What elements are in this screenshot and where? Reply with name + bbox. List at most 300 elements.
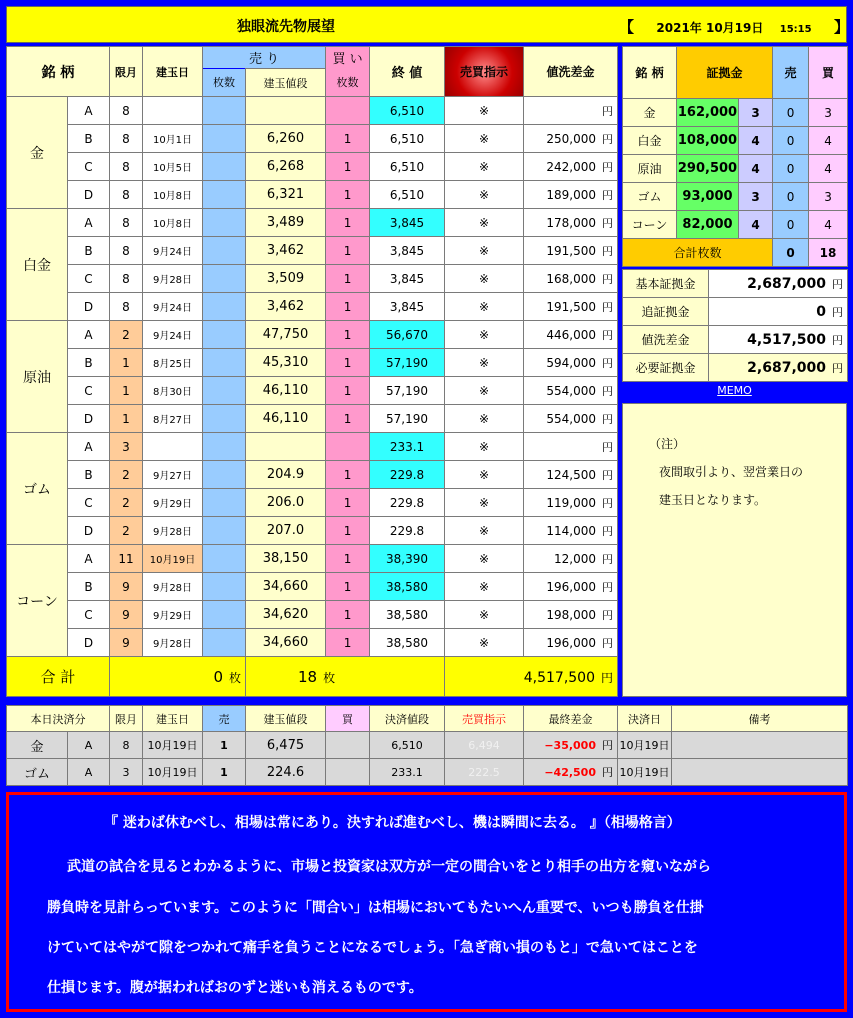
header-sell (203, 47, 326, 69)
proverb-title: 『 迷わば休むべし、相場は常にあり。決すれば進むべし、機は瞬間に去る。 』（相場格言） (104, 815, 681, 831)
margin-lots: 4 (739, 155, 773, 183)
position-row (7, 181, 618, 209)
diff-value: 168,000 (546, 271, 597, 286)
entry-price: 34,660 (246, 573, 326, 601)
summary-value: 2,687,000 (747, 359, 826, 376)
buy-count: 1 (326, 405, 370, 433)
entry-date: 9月27日 (143, 461, 203, 489)
limit-month: 8 (110, 125, 143, 153)
instruction-mark: ※ (445, 517, 524, 545)
position-row (7, 489, 618, 517)
diff-unit: 円 (602, 244, 614, 258)
limit-month: 8 (110, 265, 143, 293)
position-row (7, 97, 618, 125)
diff-cell (524, 237, 618, 265)
buy-count: 1 (326, 517, 370, 545)
buy-count: 1 (326, 601, 370, 629)
position-code: C (68, 377, 110, 405)
position-row (7, 517, 618, 545)
buy-count: 1 (326, 545, 370, 573)
settle-instruction: 6,494 (445, 732, 524, 759)
issue-name: 原油 (7, 321, 68, 433)
margin-amount: 93,000 (677, 183, 739, 211)
position-code: A (68, 209, 110, 237)
limit-month: 8 (110, 209, 143, 237)
diff-cell (524, 349, 618, 377)
diff-cell (524, 125, 618, 153)
margin-row (623, 99, 848, 127)
diff-unit: 円 (602, 608, 614, 622)
diff-value: 119,000 (546, 495, 597, 510)
entry-price: 46,110 (246, 377, 326, 405)
diff-unit: 円 (602, 412, 614, 426)
sell-count (203, 545, 246, 573)
header-instruction: 売買指示 (445, 47, 524, 97)
header-close: 終 値 (370, 47, 445, 97)
position-row (7, 405, 618, 433)
memo-line-2: 夜間取引より、翌営業日の (659, 465, 804, 479)
buy-count: 1 (326, 461, 370, 489)
entry-price (246, 97, 326, 125)
position-code: A (68, 97, 110, 125)
limit-month: 1 (110, 377, 143, 405)
sell-count (203, 321, 246, 349)
position-code: A (68, 545, 110, 573)
sell-count (203, 97, 246, 125)
settle-header-buy: 買 (326, 706, 370, 732)
instruction-mark: ※ (445, 293, 524, 321)
settle-header-final-diff: 最終差金 (524, 706, 618, 732)
margin-buy: 4 (809, 211, 848, 239)
diff-value: 196,000 (546, 635, 597, 650)
entry-date: 8月27日 (143, 405, 203, 433)
diff-unit: 円 (602, 468, 614, 482)
sell-count (203, 405, 246, 433)
summary-unit: 円 (832, 333, 843, 347)
limit-month: 8 (110, 181, 143, 209)
totals-diff (445, 657, 618, 697)
entry-date: 9月28日 (143, 573, 203, 601)
margin-sell: 0 (773, 211, 809, 239)
position-row (7, 237, 618, 265)
close-price: 233.1 (370, 433, 445, 461)
totals-sell-value: 0 (213, 667, 223, 686)
totals-buy (246, 657, 445, 697)
header-entry-date: 建玉日 (143, 47, 203, 97)
entry-date (143, 97, 203, 125)
position-row (7, 601, 618, 629)
memo-line-1: （注） (649, 437, 686, 451)
settle-code: A (68, 732, 110, 759)
proverb-line-1: 武道の試合を見るとわかるように、市場と投資家は双方が一定の間合いをとり相手の出方を窺いながら (67, 859, 711, 875)
instruction-mark: ※ (445, 125, 524, 153)
report-time: 15:15 (779, 24, 812, 35)
diff-cell (524, 489, 618, 517)
diff-value: 242,000 (546, 159, 597, 174)
entry-date: 10月8日 (143, 181, 203, 209)
memo-box (622, 403, 847, 697)
entry-date: 10月1日 (143, 125, 203, 153)
limit-month: 9 (110, 573, 143, 601)
limit-month: 2 (110, 517, 143, 545)
limit-month: 2 (110, 489, 143, 517)
positions-table (6, 46, 618, 697)
settle-buy (326, 732, 370, 759)
entry-date: 9月28日 (143, 629, 203, 657)
entry-date: 9月24日 (143, 293, 203, 321)
totals-diff-value: 4,517,500 (523, 669, 595, 686)
diff-unit: 円 (602, 440, 614, 454)
title-bar (6, 6, 847, 43)
entry-price (246, 433, 326, 461)
margin-lots: 3 (739, 99, 773, 127)
summary-row (623, 354, 848, 382)
settle-header-entry-date: 建玉日 (143, 706, 203, 732)
margin-buy: 4 (809, 127, 848, 155)
instruction-mark: ※ (445, 573, 524, 601)
diff-unit: 円 (602, 132, 614, 146)
position-code: A (68, 321, 110, 349)
sell-count (203, 489, 246, 517)
instruction-mark: ※ (445, 377, 524, 405)
sell-count (203, 349, 246, 377)
summary-body (623, 270, 848, 382)
entry-price: 38,150 (246, 545, 326, 573)
settle-buy (326, 759, 370, 786)
summary-row (623, 298, 848, 326)
settlement-body (7, 706, 848, 786)
memo-line-3: 建玉日となります。 (659, 493, 767, 507)
totals-buy-unit: 枚 (323, 670, 336, 685)
summary-row (623, 326, 848, 354)
buy-count: 1 (326, 181, 370, 209)
summary-unit: 円 (832, 361, 843, 375)
diff-unit: 円 (602, 636, 614, 650)
diff-value: 12,000 (554, 551, 597, 566)
issue-name: 白金 (7, 209, 68, 321)
limit-month: 9 (110, 629, 143, 657)
instruction-mark: ※ (445, 321, 524, 349)
position-code: D (68, 629, 110, 657)
diff-cell (524, 629, 618, 657)
close-price: 38,390 (370, 545, 445, 573)
position-code: C (68, 153, 110, 181)
summary-value: 4,517,500 (747, 331, 826, 348)
sell-count (203, 601, 246, 629)
entry-date: 8月30日 (143, 377, 203, 405)
close-price: 57,190 (370, 349, 445, 377)
diff-cell (524, 181, 618, 209)
entry-date: 10月8日 (143, 209, 203, 237)
proverb-line-4: 仕損じます。腹が据わればおのずと迷いも消えるものです。 (47, 980, 423, 996)
sell-count (203, 293, 246, 321)
limit-month: 8 (110, 97, 143, 125)
close-price: 38,580 (370, 629, 445, 657)
position-row (7, 461, 618, 489)
buy-count (326, 433, 370, 461)
buy-count (326, 97, 370, 125)
position-code: B (68, 573, 110, 601)
close-price: 229.8 (370, 489, 445, 517)
entry-price: 34,660 (246, 629, 326, 657)
settle-month: 8 (110, 732, 143, 759)
settle-date: 10月19日 (618, 732, 672, 759)
diff-cell (524, 461, 618, 489)
close-price: 6,510 (370, 125, 445, 153)
position-code: C (68, 489, 110, 517)
settle-remark (672, 759, 848, 786)
diff-value: 189,000 (546, 187, 597, 202)
position-code: D (68, 293, 110, 321)
margin-lots: 4 (739, 211, 773, 239)
entry-price: 46,110 (246, 405, 326, 433)
position-code: B (68, 349, 110, 377)
position-code: B (68, 125, 110, 153)
instruction-mark: ※ (445, 433, 524, 461)
diff-value: 250,000 (546, 131, 597, 146)
issue-name: 金 (7, 97, 68, 209)
margin-row (623, 211, 848, 239)
buy-count: 1 (326, 321, 370, 349)
margin-lots: 3 (739, 183, 773, 211)
close-price: 6,510 (370, 153, 445, 181)
close-price: 229.8 (370, 517, 445, 545)
diff-cell (524, 209, 618, 237)
diff-unit: 円 (602, 580, 614, 594)
instruction-mark: ※ (445, 601, 524, 629)
summary-label: 追証拠金 (623, 298, 709, 326)
position-code: D (68, 405, 110, 433)
margin-buy: 3 (809, 183, 848, 211)
settle-diff-cell (524, 759, 618, 786)
totals-sell-unit: 枚 (228, 670, 241, 685)
diff-unit: 円 (602, 524, 614, 538)
buy-count: 1 (326, 349, 370, 377)
diff-unit: 円 (602, 160, 614, 174)
position-row (7, 545, 618, 573)
margin-total-label: 合計枚数 (623, 239, 773, 267)
margin-row (623, 155, 848, 183)
sell-count (203, 265, 246, 293)
summary-unit: 円 (832, 277, 843, 291)
settle-date: 10月19日 (618, 759, 672, 786)
entry-date: 10月19日 (143, 545, 203, 573)
diff-value: 191,500 (546, 243, 597, 258)
settle-header-settle-price: 決済値段 (370, 706, 445, 732)
diff-unit: 円 (602, 328, 614, 342)
margin-amount: 82,000 (677, 211, 739, 239)
diff-unit: 円 (602, 552, 614, 566)
memo-link[interactable]: MEMO (717, 384, 752, 397)
header-issue: 銘 柄 (7, 47, 110, 97)
entry-price: 6,260 (246, 125, 326, 153)
summary-label: 基本証拠金 (623, 270, 709, 298)
diff-value: 594,000 (546, 355, 597, 370)
entry-date: 8月25日 (143, 349, 203, 377)
limit-month: 1 (110, 349, 143, 377)
bracket-close: 】 (833, 18, 849, 36)
entry-date: 9月24日 (143, 321, 203, 349)
buy-count: 1 (326, 153, 370, 181)
positions-body (7, 47, 618, 697)
diff-cell (524, 321, 618, 349)
margin-header-sell: 売 (773, 47, 809, 99)
summary-value-cell (709, 354, 848, 382)
totals-buy-value: 18 (298, 667, 318, 686)
limit-month: 8 (110, 237, 143, 265)
limit-month: 1 (110, 405, 143, 433)
sell-count (203, 209, 246, 237)
diff-unit: 円 (602, 384, 614, 398)
position-row (7, 321, 618, 349)
summary-label: 必要証拠金 (623, 354, 709, 382)
diff-value: 554,000 (546, 411, 597, 426)
close-price: 38,580 (370, 573, 445, 601)
diff-unit: 円 (602, 104, 614, 118)
entry-price: 3,462 (246, 293, 326, 321)
margin-issue: ゴム (623, 183, 677, 211)
settle-header-sell: 売 (203, 706, 246, 732)
settle-diff-value: −42,500 (544, 766, 596, 779)
diff-unit: 円 (602, 356, 614, 370)
limit-month: 2 (110, 321, 143, 349)
diff-unit: 円 (602, 300, 614, 314)
position-row (7, 629, 618, 657)
header-limit-month: 限月 (110, 47, 143, 97)
header-diff: 値洗差金 (524, 47, 618, 97)
entry-price: 3,462 (246, 237, 326, 265)
margin-buy: 3 (809, 99, 848, 127)
limit-month: 2 (110, 461, 143, 489)
position-row (7, 209, 618, 237)
margin-header-buy: 買 (809, 47, 848, 99)
instruction-mark: ※ (445, 461, 524, 489)
settle-entry-date: 10月19日 (143, 732, 203, 759)
close-price: 57,190 (370, 405, 445, 433)
margin-sell: 0 (773, 99, 809, 127)
position-code: A (68, 433, 110, 461)
diff-cell (524, 601, 618, 629)
entry-price: 204.9 (246, 461, 326, 489)
close-price: 38,580 (370, 601, 445, 629)
buy-count: 1 (326, 265, 370, 293)
sell-count (203, 433, 246, 461)
buy-count: 1 (326, 377, 370, 405)
close-price: 3,845 (370, 209, 445, 237)
margin-total-buy: 18 (809, 239, 848, 267)
instruction-mark: ※ (445, 545, 524, 573)
position-code: B (68, 461, 110, 489)
entry-price: 34,620 (246, 601, 326, 629)
position-row (7, 433, 618, 461)
timestamp (619, 16, 849, 37)
totals-sell (110, 657, 246, 697)
margin-issue: 白金 (623, 127, 677, 155)
settle-entry-price: 224.6 (246, 759, 326, 786)
issue-name: ゴム (7, 433, 68, 545)
summary-value-cell (709, 270, 848, 298)
issue-name: コーン (7, 545, 68, 657)
diff-value: 446,000 (546, 327, 597, 342)
diff-value: 191,500 (546, 299, 597, 314)
close-price: 3,845 (370, 265, 445, 293)
diff-cell (524, 265, 618, 293)
close-price: 6,510 (370, 181, 445, 209)
summary-value: 0 (816, 303, 826, 320)
instruction-mark: ※ (445, 265, 524, 293)
instruction-mark: ※ (445, 237, 524, 265)
sell-count (203, 153, 246, 181)
entry-price: 45,310 (246, 349, 326, 377)
margin-header-issue: 銘 柄 (623, 47, 677, 99)
position-code: C (68, 601, 110, 629)
entry-price: 3,509 (246, 265, 326, 293)
instruction-mark: ※ (445, 97, 524, 125)
diff-value: 196,000 (546, 579, 597, 594)
diff-unit: 円 (602, 496, 614, 510)
buy-count: 1 (326, 209, 370, 237)
margin-amount: 290,500 (677, 155, 739, 183)
entry-date (143, 433, 203, 461)
settle-header-entry-price: 建玉値段 (246, 706, 326, 732)
diff-cell (524, 545, 618, 573)
position-code: B (68, 237, 110, 265)
header-sell-count: 枚数 (203, 69, 246, 97)
sell-count (203, 629, 246, 657)
margin-issue: コーン (623, 211, 677, 239)
bracket-open: 【 (619, 18, 635, 36)
summary-table (622, 269, 848, 382)
settle-instruction: 222.5 (445, 759, 524, 786)
buy-count: 1 (326, 573, 370, 601)
entry-price: 6,268 (246, 153, 326, 181)
margin-table (622, 46, 848, 267)
settlement-table (6, 705, 848, 786)
settle-header-remarks: 備考 (672, 706, 848, 732)
limit-month: 8 (110, 153, 143, 181)
buy-count: 1 (326, 489, 370, 517)
entry-date: 9月24日 (143, 237, 203, 265)
settlement-row (7, 759, 848, 786)
margin-buy: 4 (809, 155, 848, 183)
sell-count (203, 573, 246, 601)
settle-header-month: 限月 (110, 706, 143, 732)
sell-count (203, 237, 246, 265)
diff-cell (524, 405, 618, 433)
settle-code: A (68, 759, 110, 786)
settle-price: 6,510 (370, 732, 445, 759)
settle-header-instruction: 売買指示 (445, 706, 524, 732)
totals-label: 合 計 (7, 657, 110, 697)
close-price: 229.8 (370, 461, 445, 489)
diff-value: 554,000 (546, 383, 597, 398)
entry-date: 9月28日 (143, 517, 203, 545)
diff-cell (524, 433, 618, 461)
diff-cell (524, 153, 618, 181)
settle-diff-unit: 円 (602, 766, 613, 779)
instruction-mark: ※ (445, 181, 524, 209)
settle-diff-unit: 円 (602, 739, 613, 752)
position-code: D (68, 517, 110, 545)
margin-row (623, 183, 848, 211)
instruction-mark: ※ (445, 405, 524, 433)
position-row (7, 377, 618, 405)
margin-total-sell: 0 (773, 239, 809, 267)
buy-count: 1 (326, 629, 370, 657)
settle-diff-value: −35,000 (544, 739, 596, 752)
settle-entry-date: 10月19日 (143, 759, 203, 786)
margin-issue: 金 (623, 99, 677, 127)
